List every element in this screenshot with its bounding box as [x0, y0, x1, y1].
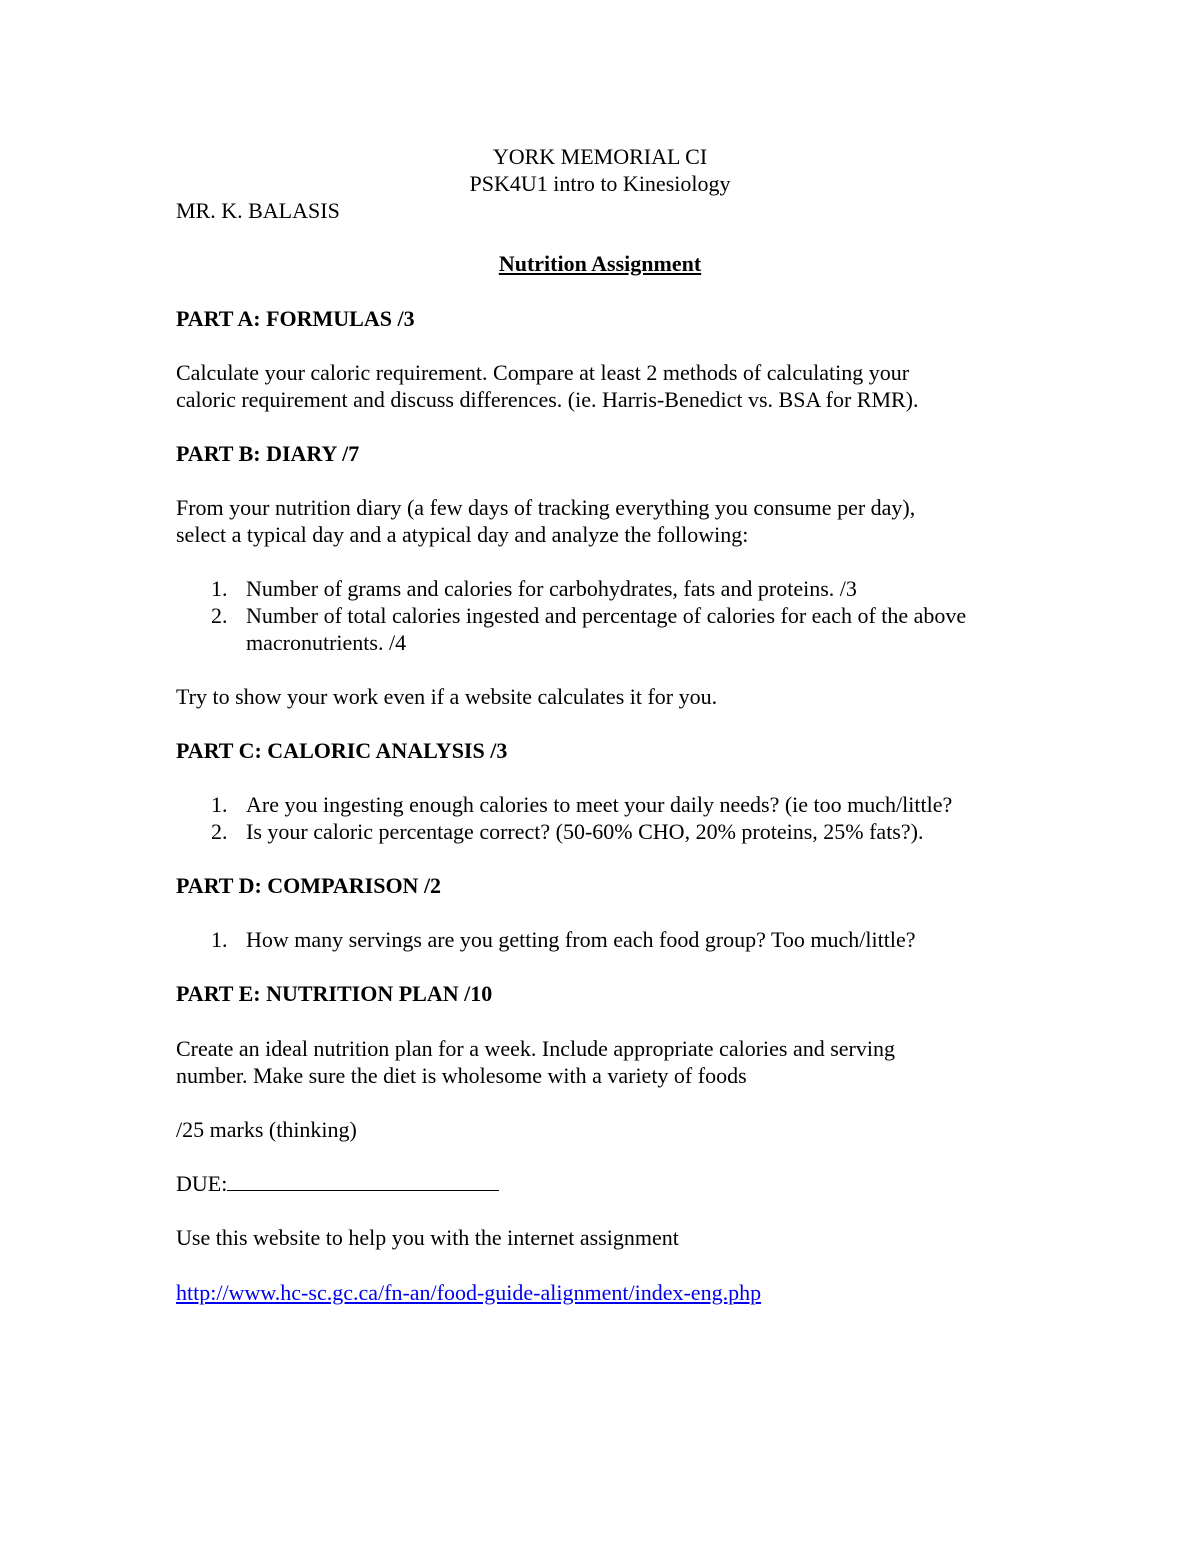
- part-c-heading: PART C: CALORIC ANALYSIS /3: [176, 738, 508, 763]
- list-item: Is your caloric percentage correct? (50-60% CHO, 20% proteins, 25% fats?).: [246, 819, 924, 844]
- list-item: Number of total calories ingested and percentage of calories for each of the above: [246, 603, 967, 628]
- list-item: Number of grams and calories for carbohydrates, fats and proteins. /3: [246, 576, 857, 601]
- list-item: How many servings are you getting from each food group? Too much/little?: [246, 927, 916, 952]
- resource-link-line: [176, 1279, 761, 1306]
- part-d-heading: PART D: COMPARISON /2: [176, 873, 442, 898]
- list-number: 1.: [211, 927, 228, 952]
- part-a-text-line1: Calculate your caloric requirement. Compare at least 2 methods of calculating your: [176, 360, 910, 385]
- list-item-continuation: macronutrients. /4: [246, 630, 407, 655]
- website-note: Use this website to help you with the internet assignment: [176, 1225, 679, 1250]
- part-e-heading: PART E: NUTRITION PLAN /10: [176, 981, 493, 1006]
- part-e-text-line1: Create an ideal nutrition plan for a week. Include appropriate calories and serving: [176, 1036, 895, 1061]
- total-marks: /25 marks (thinking): [176, 1117, 357, 1142]
- list-number: 2.: [211, 819, 228, 844]
- list-number: 1.: [211, 576, 228, 601]
- part-b-intro-line1: From your nutrition diary (a few days of tracking everything you consume per day),: [176, 495, 916, 520]
- part-e-text-line2: number. Make sure the diet is wholesome with a variety of foods: [176, 1063, 747, 1088]
- assignment-title: Nutrition Assignment: [498, 251, 702, 276]
- due-date-blank: [227, 1170, 499, 1191]
- part-a-heading: PART A: FORMULAS /3: [176, 306, 415, 331]
- part-b-note: Try to show your work even if a website calculates it for you.: [176, 684, 718, 709]
- teacher-name: MR. K. BALASIS: [176, 198, 340, 223]
- due-date-line: [176, 1170, 499, 1197]
- due-label: DUE:: [176, 1171, 228, 1196]
- school-name: YORK MEMORIAL CI: [492, 144, 708, 169]
- part-b-intro-line2: select a typical day and a atypical day and analyze the following:: [176, 522, 749, 547]
- list-number: 2.: [211, 603, 228, 628]
- part-a-text-line2: caloric requirement and discuss differences. (ie. Harris-Benedict vs. BSA for RMR).: [176, 387, 919, 412]
- part-b-heading: PART B: DIARY /7: [176, 441, 360, 466]
- list-number: 1.: [211, 792, 228, 817]
- resource-link[interactable]: http://www.hc-sc.gc.ca/fn-an/food-guide-alignment/index-eng.php: [176, 1280, 762, 1305]
- course-title: PSK4U1 intro to Kinesiology: [469, 171, 731, 196]
- list-item: Are you ingesting enough calories to meet your daily needs? (ie too much/little?: [246, 792, 953, 817]
